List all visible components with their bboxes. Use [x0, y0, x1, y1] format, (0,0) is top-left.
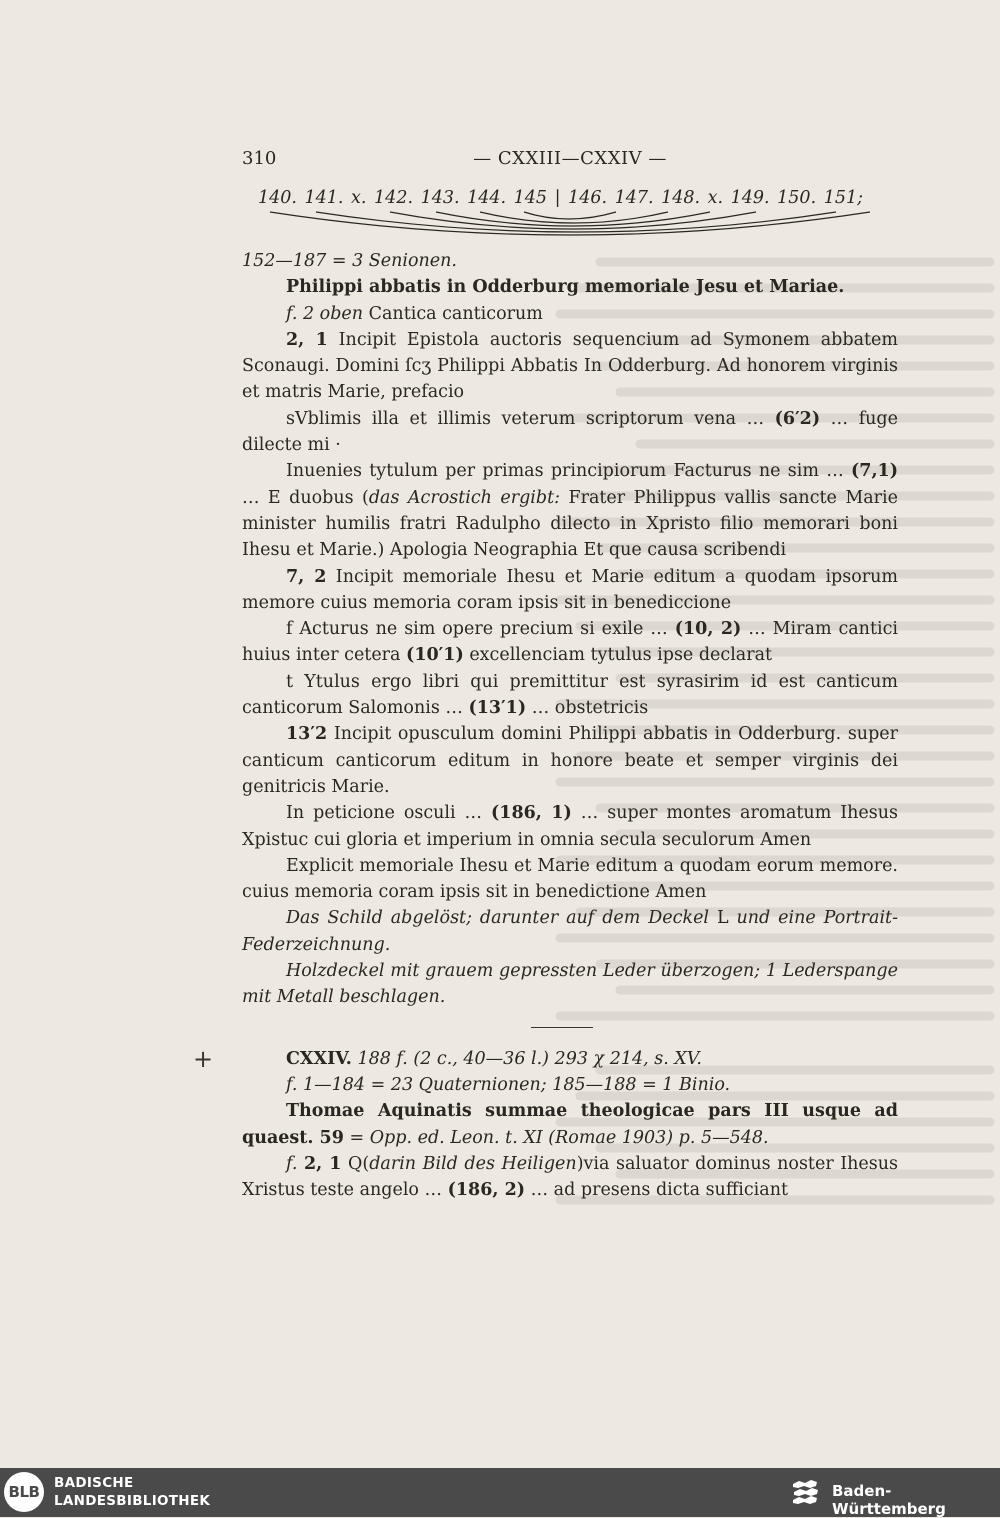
paragraph-memoriale: 7, 2 Incipit memoriale Ihesu et Marie editum a quodam ipsorum memore cuius memoria coram ipsis sit in benediccione	[242, 566, 899, 613]
work-title: Philippi abbatis in Odderburg memoriale Jesu et Mariae.	[286, 277, 845, 298]
paragraph-peticione: In peticione osculi … (186, 1) … super montes aromatum Ihesus Xpistuc cui gloria et imperium in omnia secula seculorum Amen	[242, 803, 899, 850]
paragraph-inuenies: Inuenies tytulum per primas principiorum Facturus ne sim … (7,1) … E duobus (das Acrostich ergibt: Frater Philippus vallis sancte Marie minister humilis fratri Radulpho dilecto in Xpristo filio memorari boni Ihesu et Marie.) Apologia Neographia Et que causa scribendi	[242, 461, 898, 561]
blb-logo-icon[interactable]: BLB	[4, 1472, 44, 1512]
section-divider	[531, 1027, 593, 1028]
paragraph-cantica: f. 2 oben Cantica canticorum	[286, 303, 543, 324]
quire-leaf-numbers: 140. 141. x. 142. 143. 144. 145 | 146. 147. 148. x. 149. 150. 151;	[258, 188, 863, 208]
quire-diagram	[258, 188, 898, 248]
entry-heading-cxxiv: CXXIV. 188 f. (2 c., 40—36 l.) 293 χ 214, s. XV.	[286, 1048, 702, 1069]
paragraph-explicit: Explicit memoriale Ihesu et Marie editum a quodam eorum memore. cuius memoria coram ipsis sit in benedictione Amen	[242, 855, 898, 903]
running-title: — CXXIII—CXXIV —	[473, 148, 667, 169]
paragraph-saluator: f. 2, 1 Q(darin Bild des Heiligen)via saluator dominus noster Ihesus Xristus teste angelo … (186, 2) … ad presens dicta sufficiant	[242, 1153, 898, 1201]
paragraph-opusculum: 13′2 Incipit opusculum domini Philippi abbatis in Odderburg. super canticum canticorum editum in honore beate et semper virginis dei genitricis Marie.	[242, 724, 898, 797]
quire-arcs	[258, 206, 898, 248]
state-name[interactable]: Baden-Württemberg	[832, 1482, 946, 1518]
paragraph-schild: Das Schild abgelöst; darunter auf dem Deckel L und eine Portrait-Federzeichnung.	[242, 908, 899, 955]
paragraph-acturus: f Acturus ne sim opere precium si exile … (10, 2) … Miram cantici huius inter cetera (10′1) excellenciam tytulus ipse declarat	[242, 619, 898, 666]
footer-bar	[0, 1468, 1000, 1517]
page-header	[242, 148, 898, 172]
quire-summary: 152—187 = 3 Senionen.	[242, 251, 457, 271]
paragraph-holzdeckel: Holzdeckel mit grauem gepressten Leder überzogen; 1 Lederspange mit Metall beschlagen.	[242, 961, 898, 1008]
quire-summary-cxxiv: f. 1—184 = 23 Quaternionen; 185—188 = 1 Binio.	[286, 1074, 731, 1095]
work-title-thomae: Thomae Aquinatis summae theologicae pars III usque ad quaest. 59 = Opp. ed. Leon. t. XI (Romae 1903) p. 5—548.	[242, 1101, 898, 1148]
paragraph-ytulus: t Ytulus ergo libri qui premittitur est syrasirim id est canticum canticorum Salomonis … (13′1) … obstetricis	[242, 671, 898, 719]
margin-plus-mark: +	[193, 1045, 214, 1073]
state-coat-of-arms-icon	[790, 1477, 822, 1509]
page-number: 310	[242, 148, 277, 169]
library-name[interactable]: BADISCHE LANDESBIBLIOTHEK	[54, 1475, 211, 1509]
catalog-text	[242, 248, 898, 1203]
paragraph-epistola: 2, 1 Incipit Epistola auctoris sequencium ad Symonem abbatem Sconaugi. Domini ſcʒ Philippi Abbatis In Odderburg. Ad honorem virginis et matris Marie, prefacio	[242, 329, 898, 403]
paragraph-sublimis: sVblimis illa et illimis veterum scriptorum vena … (6′2) … fuge dilecte mi ·	[242, 408, 898, 456]
